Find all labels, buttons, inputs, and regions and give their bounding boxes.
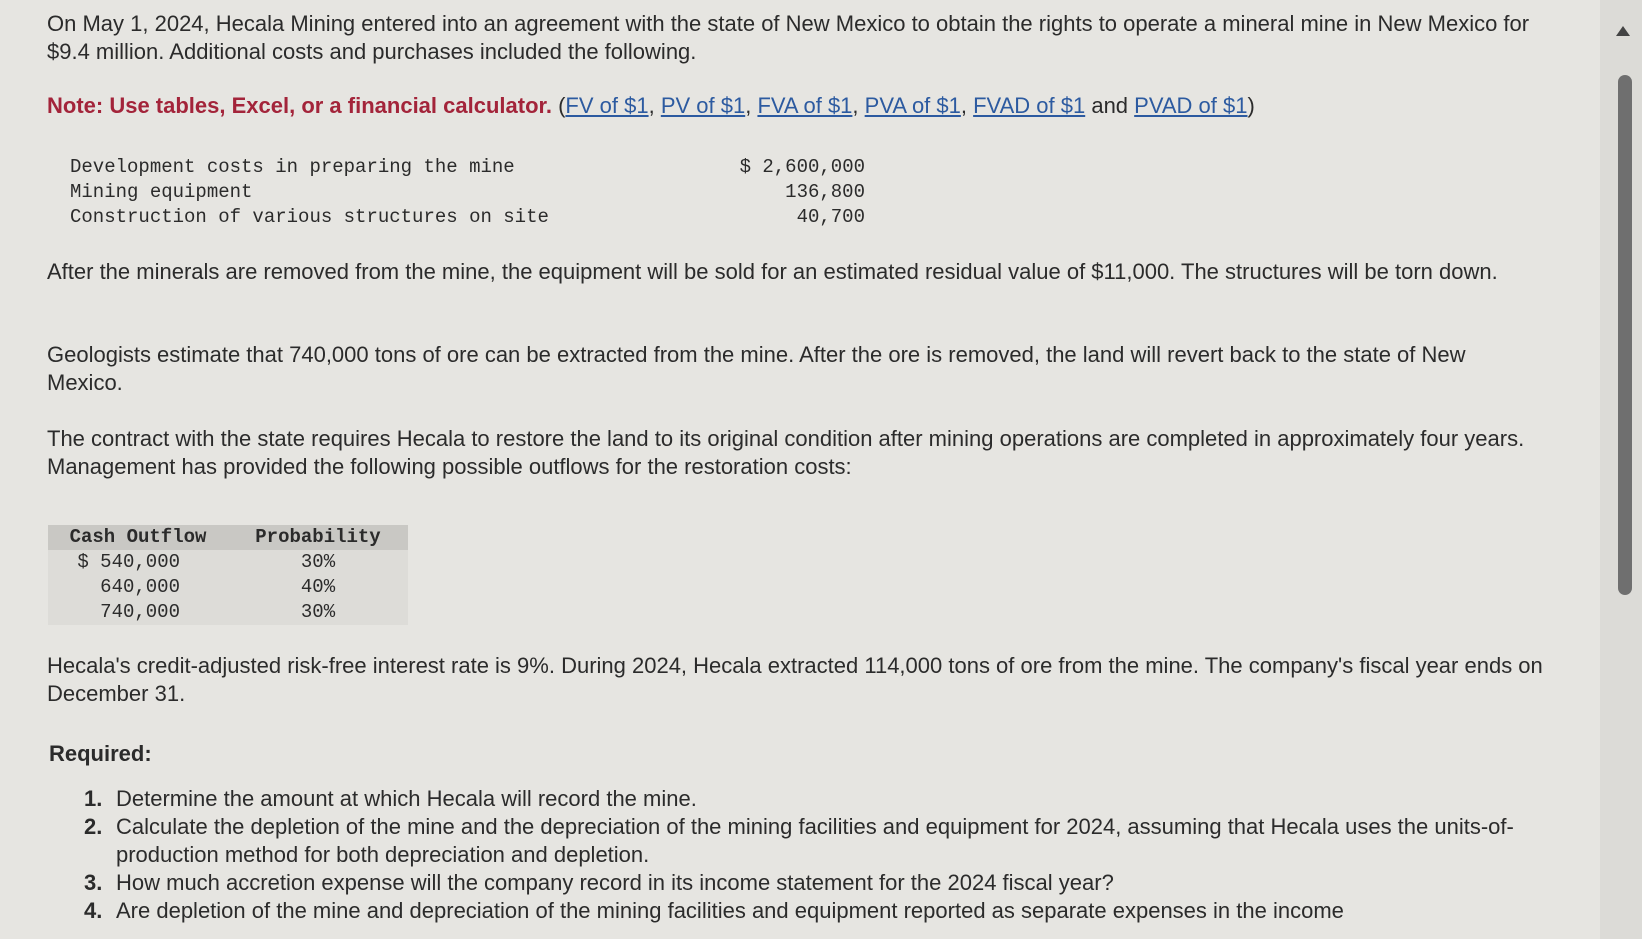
list-item: [84, 897, 1524, 925]
table-row: [48, 575, 408, 600]
item-text: Calculate the depletion of the mine and the depreciation of the mining facilities and equipment for 2024, assuming that Hecala uses the units-of-production method for both depreciation and depletion.: [116, 814, 1514, 867]
required-title: Required:: [49, 741, 152, 766]
item-number: 2.: [84, 814, 103, 839]
item-number: 3.: [84, 870, 103, 895]
table-row: [70, 205, 865, 230]
costs-table: [70, 155, 865, 230]
item-text: Are depletion of the mine and depreciation of the mining facilities and equipment reported as separate expenses in the income: [116, 898, 1344, 923]
link-pva[interactable]: PVA of $1: [864, 93, 961, 118]
outflow-value: $ 540,000: [48, 550, 228, 575]
table-row: [48, 550, 408, 575]
list-item: [84, 785, 1524, 813]
table-header-row: [48, 525, 408, 550]
residual-paragraph: After the minerals are removed from the mine, the equipment will be sold for an estimated residual value of $11,000. The structures will be torn down.: [47, 259, 1498, 284]
cost-label: Construction of various structures on site: [70, 206, 549, 228]
col-header-outflow: Cash Outflow: [48, 525, 228, 550]
probability-value: 30%: [228, 600, 408, 625]
link-pv[interactable]: PV of $1: [660, 93, 746, 118]
required-list: [84, 785, 1524, 925]
note-label: Note: Use tables, Excel, or a financial calculator.: [47, 93, 552, 118]
item-number: 4.: [84, 898, 103, 923]
cost-amount: $ 2,600,000: [739, 156, 865, 178]
table-row: [48, 600, 408, 625]
contract-paragraph: The contract with the state requires Hecala to restore the land to its original condition after mining operations are completed in approximately four years. Management has provided the following possible outflows for the restoration costs:: [47, 426, 1525, 479]
probability-value: 30%: [228, 550, 408, 575]
note-line: [47, 92, 1547, 120]
list-item: [84, 813, 1524, 869]
outflow-value: 640,000: [48, 575, 228, 600]
table-links: (FV of $1, PV of $1, FVA of $1, PVA of $1, FVAD of $1 and PVAD of $1): [558, 93, 1255, 118]
vertical-scrollbar[interactable]: [1600, 0, 1642, 939]
cost-label: Mining equipment: [70, 181, 253, 203]
rate-paragraph: Hecala's credit-adjusted risk-free interest rate is 9%. During 2024, Hecala extracted 114,000 tons of ore from the mine. The company's fiscal year ends on December 31.: [47, 653, 1543, 706]
intro-paragraph: On May 1, 2024, Hecala Mining entered into an agreement with the state of New Mexico to obtain the rights to operate a mineral mine in New Mexico for $9.4 million. Additional costs and purchases included the following.: [47, 11, 1530, 64]
and-word: and: [1091, 93, 1129, 118]
geologists-paragraph: Geologists estimate that 740,000 tons of ore can be extracted from the mine. After the ore is removed, the land will revert back to the state of New Mexico.: [47, 342, 1466, 395]
cost-label: Development costs in preparing the mine: [70, 156, 515, 178]
cost-amount: 40,700: [796, 206, 865, 228]
cost-amount: 136,800: [785, 181, 865, 203]
link-fva[interactable]: FVA of $1: [757, 93, 853, 118]
link-fvad[interactable]: FVAD of $1: [973, 93, 1086, 118]
scrollbar-thumb[interactable]: [1618, 75, 1632, 595]
outflow-table: [48, 525, 408, 625]
col-header-probability: Probability: [228, 525, 408, 550]
table-row: [70, 180, 865, 205]
scroll-up-arrow-icon[interactable]: [1616, 26, 1630, 36]
link-pvad[interactable]: PVAD of $1: [1134, 93, 1248, 118]
outflow-value: 740,000: [48, 600, 228, 625]
list-item: [84, 869, 1524, 897]
link-fv[interactable]: FV of $1: [565, 93, 649, 118]
item-text: How much accretion expense will the company record in its income statement for the 2024 fiscal year?: [116, 870, 1114, 895]
probability-value: 40%: [228, 575, 408, 600]
table-row: [70, 155, 865, 180]
item-text: Determine the amount at which Hecala will record the mine.: [116, 786, 697, 811]
item-number: 1.: [84, 786, 103, 811]
